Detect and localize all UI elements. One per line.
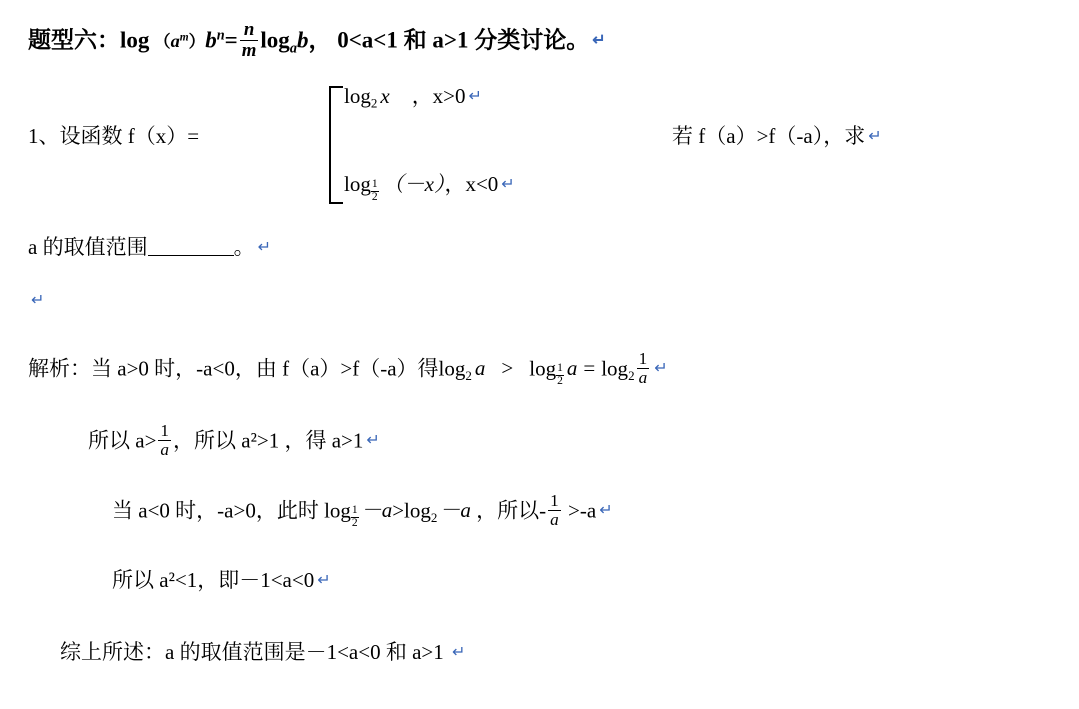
case2-log: log (344, 172, 371, 196)
solution-line-5: 综上所述：a 的取值范围是－1<a<0 和 a>1 ↵ (60, 640, 466, 664)
sol1-log1: log (438, 356, 466, 381)
paragraph-mark-icon: ↵ (31, 292, 45, 309)
sol1-log3: log (601, 356, 629, 381)
solution-line-1: 解析：当 a>0 时，-a<0，由 f（a）>f（-a）得$\log_2 a > \log$ $\frac{1}{2}$ $a = \log_2$ $\frac{1}{a}$ ↵ (28, 349, 668, 388)
paragraph-mark-icon: ↵ (599, 502, 613, 520)
case2-arg: （－x） (382, 172, 445, 196)
paragraph-mark-icon: ↵ (868, 128, 882, 145)
case2-sub-fraction: $\frac{1}{2}$ (371, 178, 378, 203)
paragraph-mark-icon: ↵ (317, 572, 331, 589)
sol3-log1: log (324, 498, 351, 523)
sol3-log1-sub-fraction: $\frac{1}{2}$ (351, 504, 358, 529)
problem-number: 1、设函数 f（x）= (28, 124, 200, 148)
paragraph-mark-icon: ↵ (452, 644, 466, 661)
answer-blank[interactable] (148, 235, 234, 256)
paragraph-mark-icon: ↵ (366, 432, 380, 450)
title-base-group: $(a^m)$ (154, 31, 206, 52)
answer-prompt: a 的取值范围 。 ↵ (28, 235, 271, 259)
paragraph-mark-icon: ↵ (654, 360, 668, 378)
sol3-fraction: $\frac{1}{a}$ (550, 491, 559, 530)
sol1-log2-sub-fraction: $\frac{1}{2}$ (557, 362, 563, 387)
problem-condition: 若 f（a）>f（-a），求 ↵ (672, 124, 882, 148)
title-var: b (205, 27, 217, 53)
title-log2-sub: a (289, 40, 297, 57)
case1-arg: x (380, 84, 390, 108)
paragraph-mark-icon: ↵ (501, 176, 515, 193)
title-var-exp: n (216, 27, 225, 44)
empty-paragraph (28, 288, 44, 313)
paragraph-mark-icon: ↵ (468, 88, 482, 105)
title-fraction: $\frac{n}{m}$ (241, 19, 257, 61)
piecewise-case-2 (344, 172, 515, 203)
piecewise-case-1 (344, 84, 482, 111)
case1-condition: ，x>0 (411, 84, 466, 108)
solution-line-2: 所以 a> $\frac{1}{a}$ ，所以 a²>1 ，得 a>1 ↵ (88, 421, 380, 460)
title-label: 题型六： (28, 27, 120, 53)
case1-log: log (344, 84, 371, 108)
sol1-log2: log (529, 356, 557, 381)
title-log2: log (260, 27, 290, 53)
sol3-log2: log (404, 498, 431, 523)
title-tail: ， 0<a<1 和 a>1 分类讨论。 (308, 27, 590, 53)
title-b2: b (296, 27, 309, 53)
case2-condition: ，x<0 (444, 172, 499, 196)
paragraph-mark-icon: ↵ (257, 239, 271, 256)
solution-line-4: 所以 a²<1，即－1<a<0 ↵ (112, 568, 331, 592)
paragraph-mark-icon: ↵ (592, 32, 606, 50)
case1-sub: 2 (370, 95, 378, 111)
title-equals: = (224, 27, 238, 53)
solution-line-3: 当 a<0 时，-a>0，此时 log $\frac{1}{2}$ $-a>\log_2-a$ ，所以- $\frac{1}{a}$ >-a ↵ (112, 491, 613, 530)
sol1-fraction: $\frac{1}{a}$ (638, 349, 648, 388)
title-line (28, 20, 606, 61)
piecewise-brace-icon (322, 82, 340, 208)
sol2-fraction: $\frac{1}{a}$ (160, 421, 170, 460)
title-log: log (120, 27, 150, 53)
